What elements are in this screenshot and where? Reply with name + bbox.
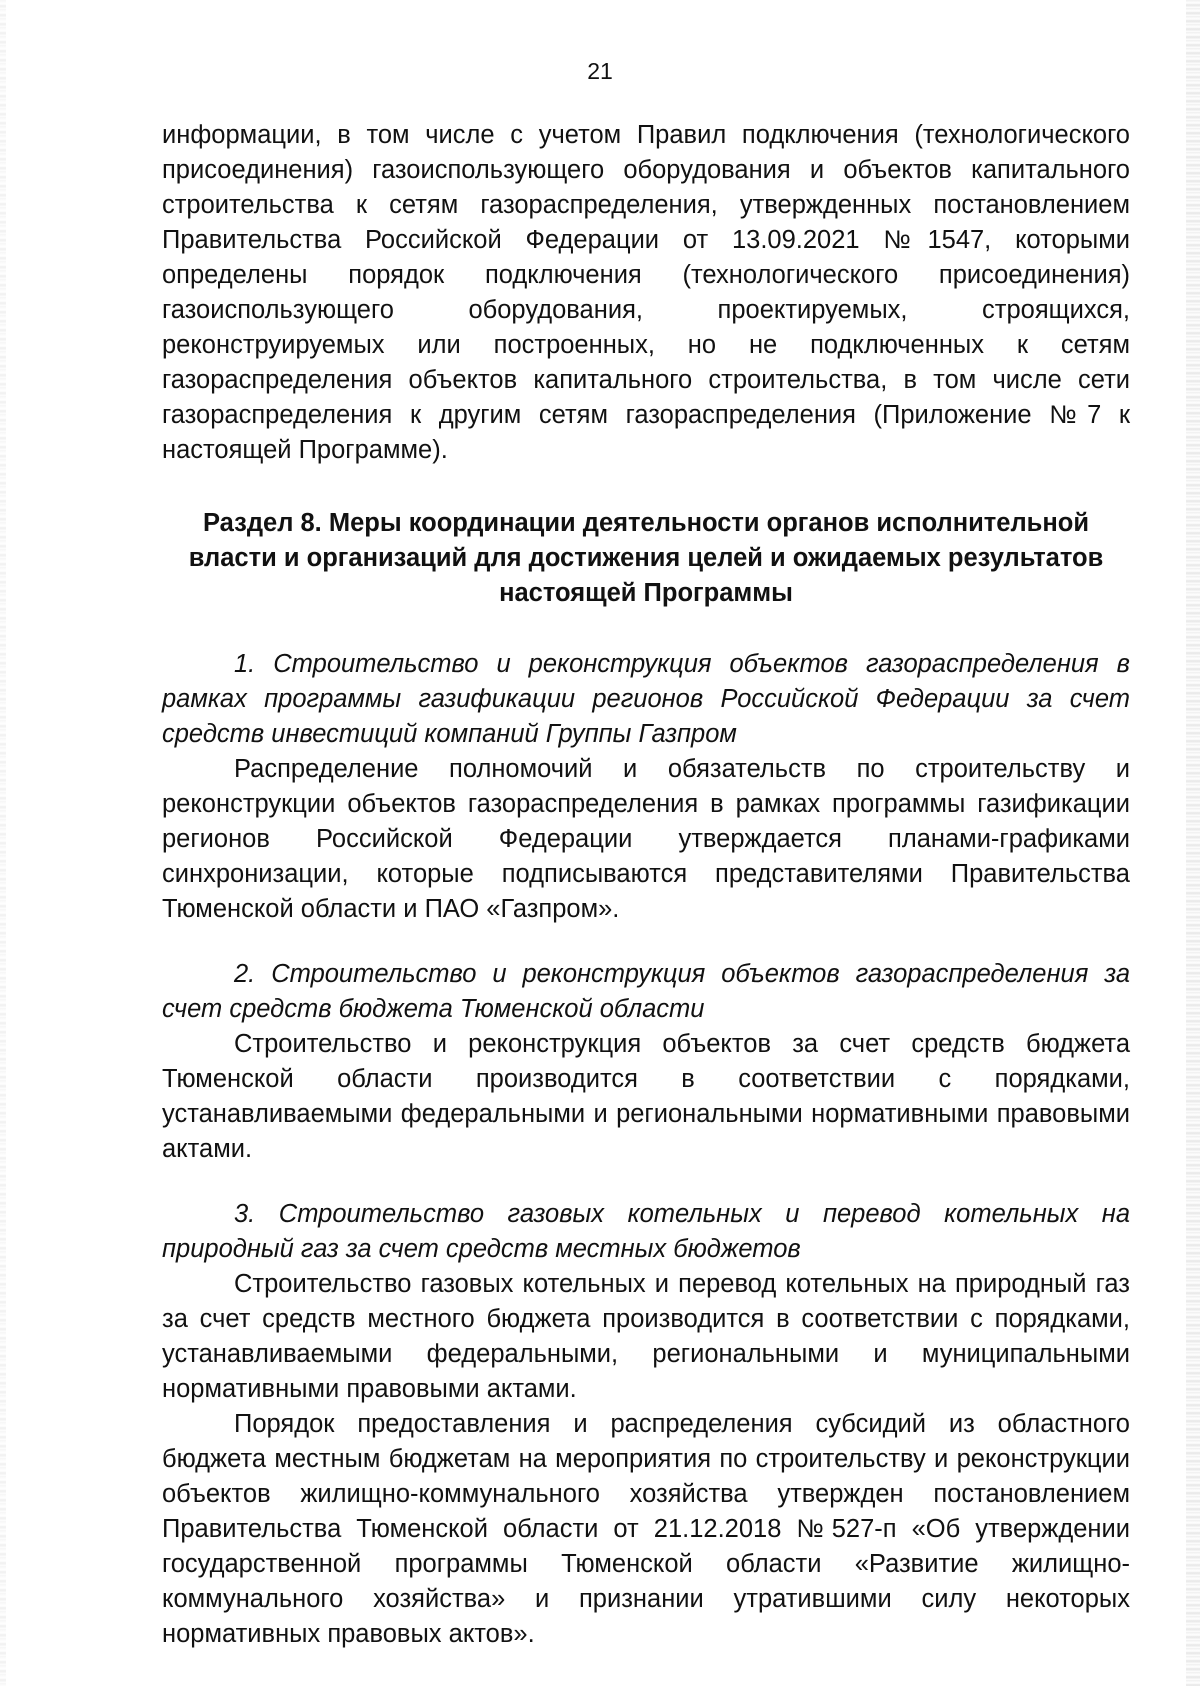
item-2-heading: 2. Строительство и реконструкция объектов газораспределения за счет средств бюджета Тюменской области: [162, 960, 1130, 1023]
intro-paragraph: информации, в том числе с учетом Правил подключения (технологического присоединения) газоиспользующего оборудования и объектов капитального строительства к сетям газораспределения, утвержденных постановлением Правительства Российской Федерации от 13.09.2021 №1547, которыми определены порядок подключения (технологического присоединения) газоиспользующего оборудования, проектируемых, строящихся, реконструируемых или построенных, но не подключенных к сетям газораспределения объектов капитального строительства, в том числе сети газораспределения к другим сетям газораспределения (Приложение №7 к настоящей Программе).: [162, 121, 1130, 464]
section-title: Раздел 8. Меры координации деятельности органов исполнительной власти и организаций для достижения целей и ожидаемых результатов настоящей Программы: [188, 509, 1104, 607]
item-3-body-2: Порядок предоставления и распределения субсидий из областного бюджета местным бюджетам на мероприятия по строительству и реконструкции объектов жилищно-коммунального хозяйства утвержден постановлением Правительства Тюменской области от 21.12.2018 №527-п «Об утверждении государственной программы Тюменской области «Развитие жилищно-коммунального хозяйства» и признании утратившими силу некоторых нормативных правовых актов».: [162, 1410, 1130, 1648]
item-3-body: Строительство газовых котельных и перевод котельных на природный газ за счет средств местного бюджета производится в соответствии с порядками, устанавливаемыми федеральными, региональными и муниципальными нормативными правовыми актами.: [162, 1270, 1130, 1403]
scan-edge-right: [1186, 0, 1200, 1686]
item-1-heading: 1. Строительство и реконструкция объектов газораспределения в рамках программы газификации регионов Российской Федерации за счет средств инвестиций компаний Группы Газпром: [162, 650, 1130, 748]
scan-edge-left: [0, 0, 6, 1686]
page-number: 21: [587, 58, 613, 84]
item-3-heading: 3. Строительство газовых котельных и перевод котельных на природный газ за счет средств местных бюджетов: [162, 1200, 1130, 1263]
item-2-body: Строительство и реконструкция объектов за счет средств бюджета Тюменской области производится в соответствии с порядками, устанавливаемыми федеральными и региональными нормативными правовыми актами.: [162, 1030, 1130, 1163]
document-body: [162, 118, 1130, 1652]
item-1-body: Распределение полномочий и обязательств по строительству и реконструкции объектов газораспределения в рамках программы газификации регионов Российской Федерации утверждается планами-графиками синхронизации, которые подписываются представителями Правительства Тюменской области и ПАО «Газпром».: [162, 755, 1130, 923]
